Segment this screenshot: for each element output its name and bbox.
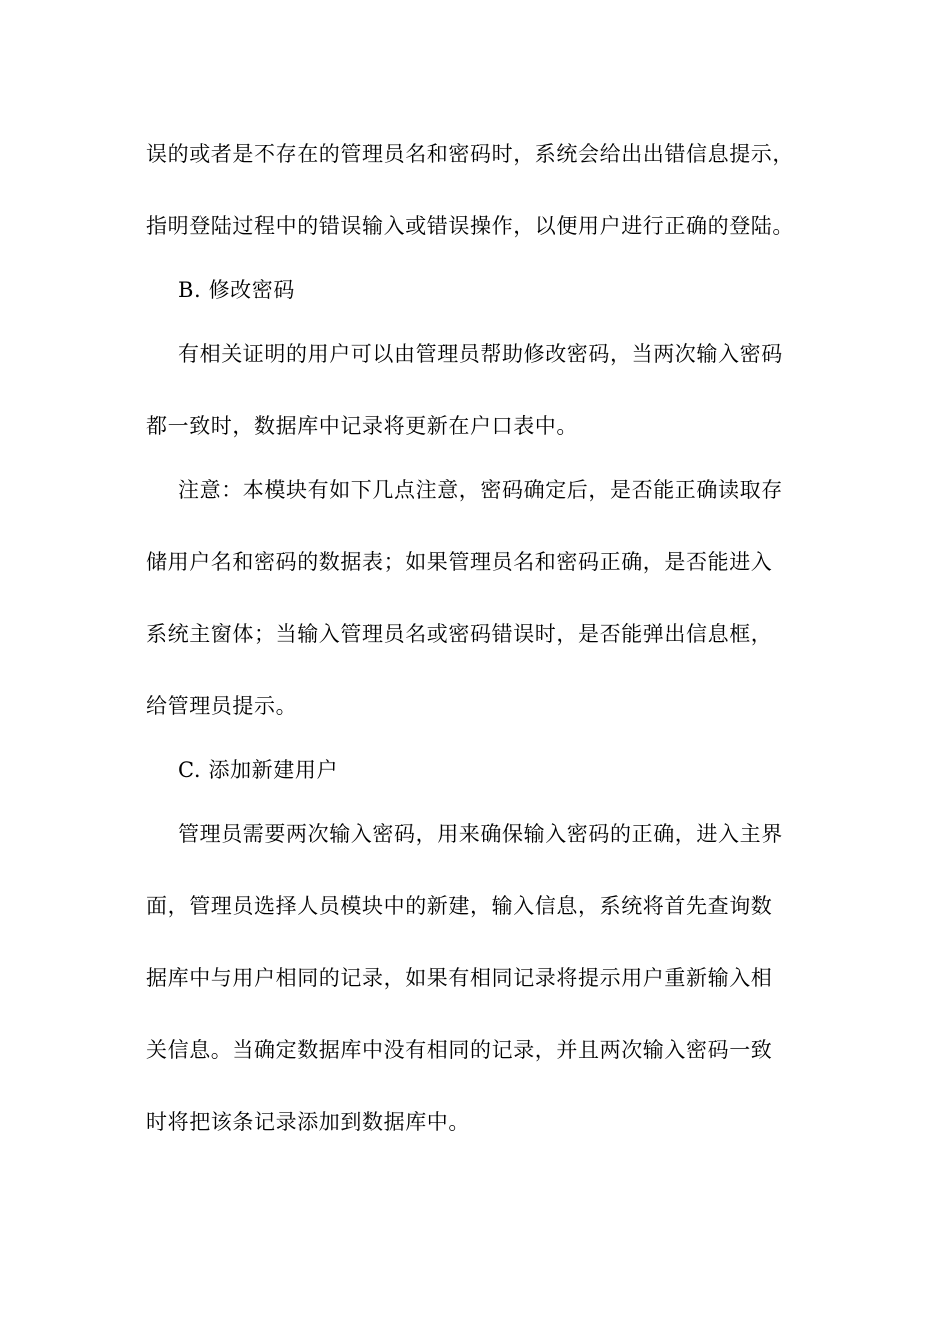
paragraph-line: 给管理员提示。 (146, 694, 298, 718)
paragraph-line: 储用户名和密码的数据表；如果管理员名和密码正确，是否能进入 (146, 550, 773, 574)
paragraph-line: 据库中与用户相同的记录，如果有相同记录将提示用户重新输入相 (146, 966, 773, 990)
paragraph-line: 管理员需要两次输入密码，用来确保输入密码的正确，进入主界 (178, 822, 783, 846)
paragraph-line: 时将把该条记录添加到数据库中。 (146, 1110, 470, 1134)
paragraph-line: 面，管理员选择人员模块中的新建，输入信息，系统将首先查询数 (146, 894, 773, 918)
paragraph-line: 关信息。当确定数据库中没有相同的记录，并且两次输入密码一致 (146, 1038, 773, 1062)
paragraph-line: 注意：本模块有如下几点注意，密码确定后，是否能正确读取存 (178, 478, 783, 502)
paragraph-line: 指明登陆过程中的错误输入或错误操作，以便用户进行正确的登陆。 (146, 214, 794, 238)
paragraph-line: 有相关证明的用户可以由管理员帮助修改密码，当两次输入密码 (178, 342, 783, 366)
paragraph-line: 系统主窗体；当输入管理员名或密码错误时，是否能弹出信息框， (146, 622, 773, 646)
section-heading: B. 修改密码 (178, 278, 295, 302)
section-heading: C. 添加新建用户 (178, 758, 339, 782)
paragraph-line: 误的或者是不存在的管理员名和密码时，系统会给出出错信息提示， (146, 142, 794, 166)
paragraph-line: 都一致时，数据库中记录将更新在户口表中。 (146, 414, 578, 438)
